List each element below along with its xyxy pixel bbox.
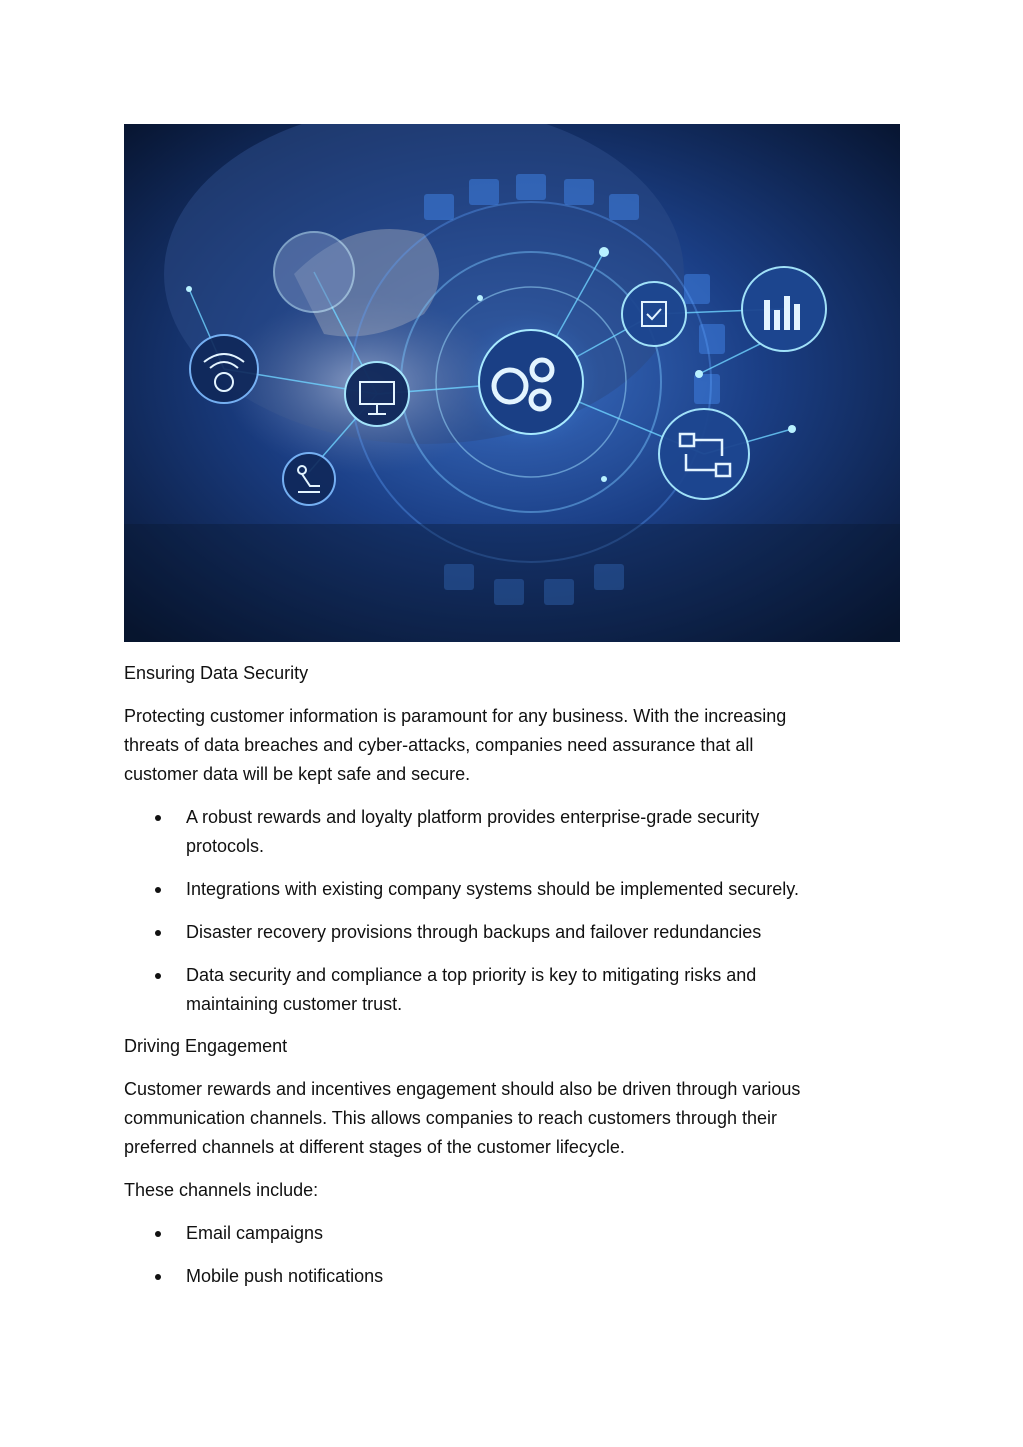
bullet-text-line-1: Email campaigns (186, 1223, 324, 1243)
list-item (124, 1262, 900, 1291)
list-item (124, 918, 900, 947)
bullet-text-line-1: A robust rewards and loyalty platform provides enterprise-grade security (186, 807, 760, 827)
bullet-text-line-2: protocols. (186, 836, 265, 856)
security-intro-line-2: threats of data breaches and cyber-attacks, companies need assurance that all (124, 735, 754, 755)
bullet-text-line-2: maintaining customer trust. (186, 994, 403, 1014)
bullet-text-line-1: Disaster recovery provisions through backups and failover redundancies (186, 922, 762, 942)
engagement-intro-line-2: communication channels. This allows companies to reach customers through their (124, 1108, 777, 1128)
channels-bullet-list (124, 1219, 900, 1291)
security-bullet-list (124, 803, 900, 1019)
channels-intro-paragraph: These channels include: (124, 1180, 319, 1200)
security-intro-paragraph (124, 702, 900, 789)
security-intro-line-1: Protecting customer information is paramount for any business. With the increasing (124, 706, 787, 726)
bullet-text-line-1: Integrations with existing company systems should be implemented securely. (186, 879, 799, 899)
engagement-intro-line-1: Customer rewards and incentives engagement should also be driven through various (124, 1079, 801, 1099)
engagement-intro-paragraph (124, 1075, 900, 1162)
bullet-icon (155, 973, 161, 979)
list-item (124, 961, 900, 1019)
list-item (124, 803, 900, 861)
document-page (124, 124, 900, 1305)
list-item (124, 1219, 900, 1248)
bullet-text-line-1: Data security and compliance a top priority is key to mitigating risks and (186, 965, 757, 985)
hero-image (124, 124, 900, 642)
engagement-intro-line-3: preferred channels at different stages of the customer lifecycle. (124, 1137, 625, 1157)
bullet-icon (155, 1274, 161, 1280)
bullet-icon (155, 887, 161, 893)
bullet-icon (155, 930, 161, 936)
bullet-icon (155, 1231, 161, 1237)
section-heading-security: Ensuring Data Security (124, 663, 309, 683)
security-intro-line-3: customer data will be kept safe and secure. (124, 764, 471, 784)
bullet-text-line-1: Mobile push notifications (186, 1266, 384, 1286)
section-heading-engagement: Driving Engagement (124, 1036, 288, 1056)
bullet-icon (155, 815, 161, 821)
list-item (124, 875, 900, 904)
